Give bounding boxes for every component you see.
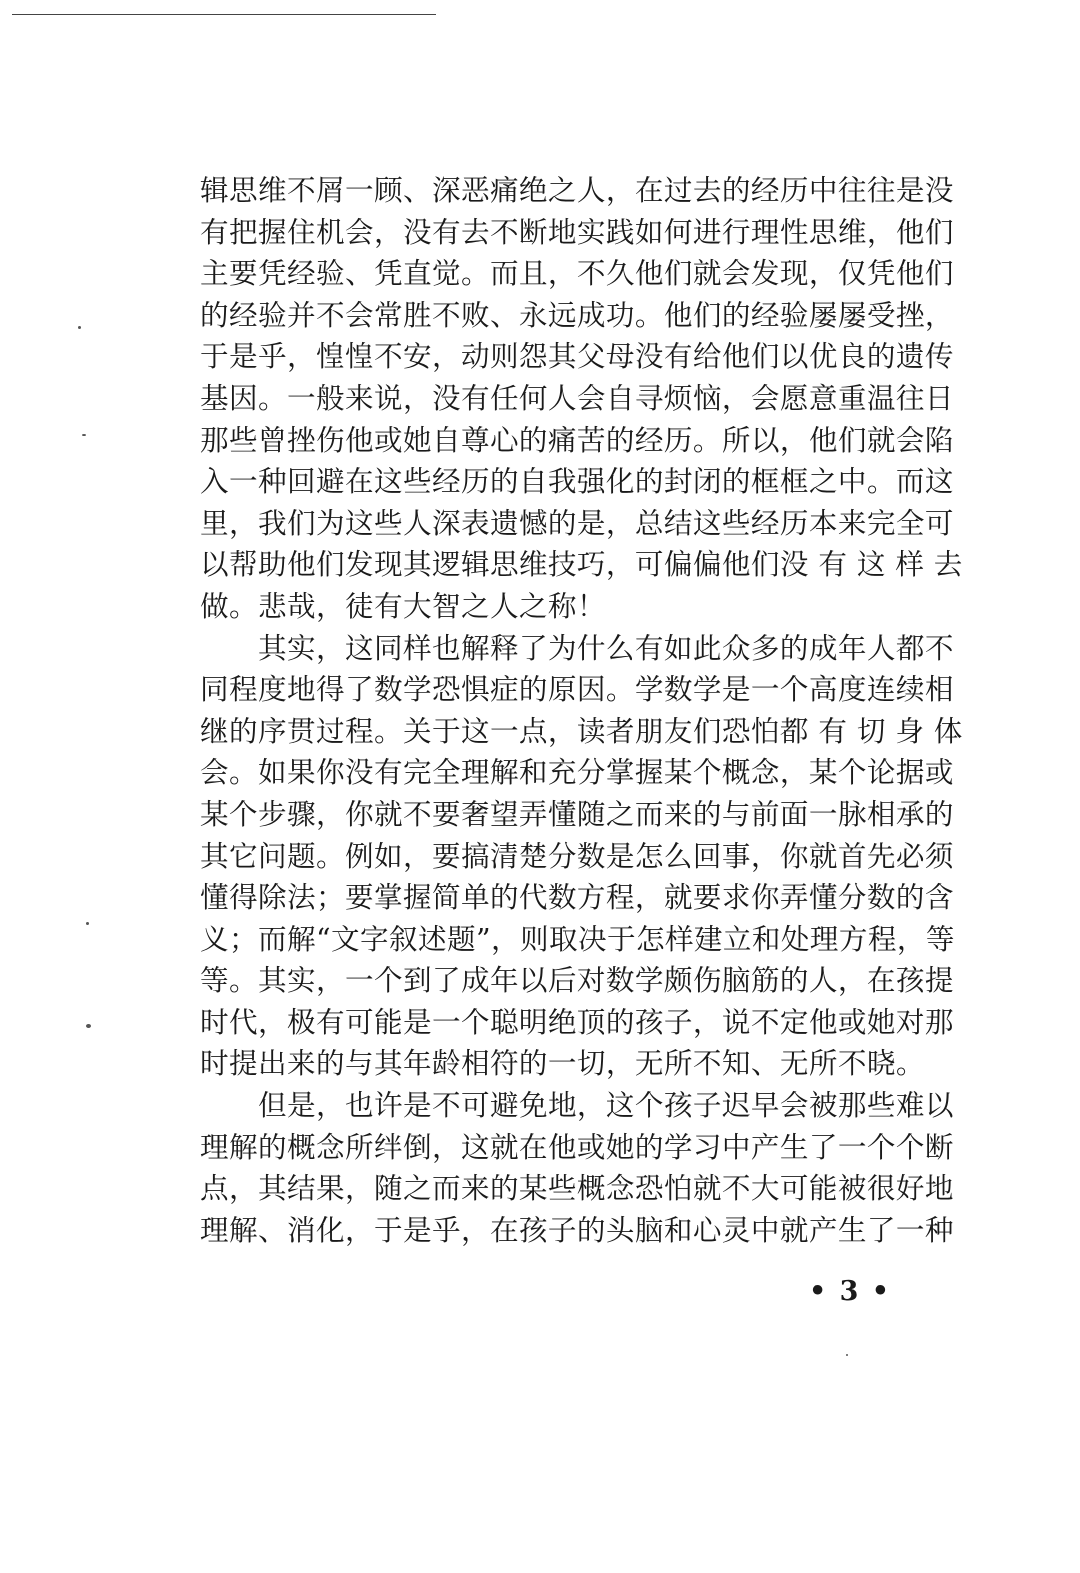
text-line: 的经验并不会常胜不败、永远成功。他们的经验屡屡受挫，: [200, 297, 954, 332]
text-line: 于是乎，惶惶不安，动则怨其父母没有给他们以优良的遗传: [200, 339, 954, 374]
text-line: 义；而解“文字叙述题”，则取决于怎样建立和处理方程，等: [200, 921, 955, 956]
text-line: 等。其实，一个到了成年以后对数学颇伤脑筋的人，在孩提: [200, 963, 954, 998]
text-line: 以帮助他们发现其逻辑思维技巧，可偏偏他们没 有 这 样 去: [200, 547, 963, 582]
text-line: 同程度地得了数学恐惧症的原因。学数学是一个高度连续相: [200, 672, 954, 707]
text-line: 时提出来的与其年龄相符的一切，无所不知、无所不晓。: [200, 1046, 925, 1081]
text-line: 那些曾挫伤他或她自尊心的痛苦的经历。所以，他们就会陷: [200, 422, 954, 457]
scan-speck: [846, 1354, 848, 1356]
text-line: 其实，这同样也解释了为什么有如此众多的成年人都不: [258, 630, 954, 665]
text-line: 会。如果你没有完全理解和充分掌握某个概念，某个论据或: [200, 755, 954, 790]
text-line: 理解的概念所绊倒，这就在他或她的学习中产生了一个个断: [200, 1129, 954, 1164]
scan-speck: [82, 434, 86, 436]
scan-speck: [86, 1024, 91, 1028]
text-line: 其它问题。例如，要搞清楚分数是怎么回事，你就首先必须: [200, 838, 954, 873]
text-line: 继的序贯过程。关于这一点，读者朋友们恐怕都 有 切 身 体: [200, 713, 963, 748]
top-rule: [12, 14, 436, 15]
text-line: 基因。一般来说，没有任何人会自寻烦恼，会愿意重温往日: [200, 380, 954, 415]
page-number: • 3 •: [808, 1276, 892, 1307]
text-line: 时代，极有可能是一个聪明绝顶的孩子，说不定他或她对那: [200, 1004, 954, 1039]
text-line: 理解、消化，于是乎，在孩子的头脑和心灵中就产生了一种: [200, 1212, 954, 1247]
text-line: 做。悲哉，徒有大智之人之称！: [200, 588, 606, 623]
text-line: 但是，也许是不可避免地，这个孩子迟早会被那些难以: [258, 1088, 954, 1123]
scan-speck: [78, 326, 81, 329]
text-line: 里，我们为这些人深表遗憾的是，总结这些经历本来完全可: [200, 505, 954, 540]
text-line: 点，其结果，随之而来的某些概念恐怕就不大可能被很好地: [200, 1171, 954, 1206]
text-line: 主要凭经验、凭直觉。而且，不久他们就会发现，仅凭他们: [200, 256, 954, 291]
text-line: 某个步骤，你就不要奢望弄懂随之而来的与前面一脉相承的: [200, 796, 954, 831]
scan-speck: [86, 922, 89, 925]
text-line: 入一种回避在这些经历的自我强化的封闭的框框之中。而这: [200, 464, 954, 499]
text-line: 有把握住机会，没有去不断地实践如何进行理性思维，他们: [200, 214, 954, 249]
text-line: 辑思维不屑一顾、深恶痛绝之人，在过去的经历中往往是没: [200, 173, 954, 207]
page-body: [200, 170, 963, 1251]
text-line: 懂得除法；要掌握简单的代数方程，就要求你弄懂分数的含: [200, 880, 954, 915]
